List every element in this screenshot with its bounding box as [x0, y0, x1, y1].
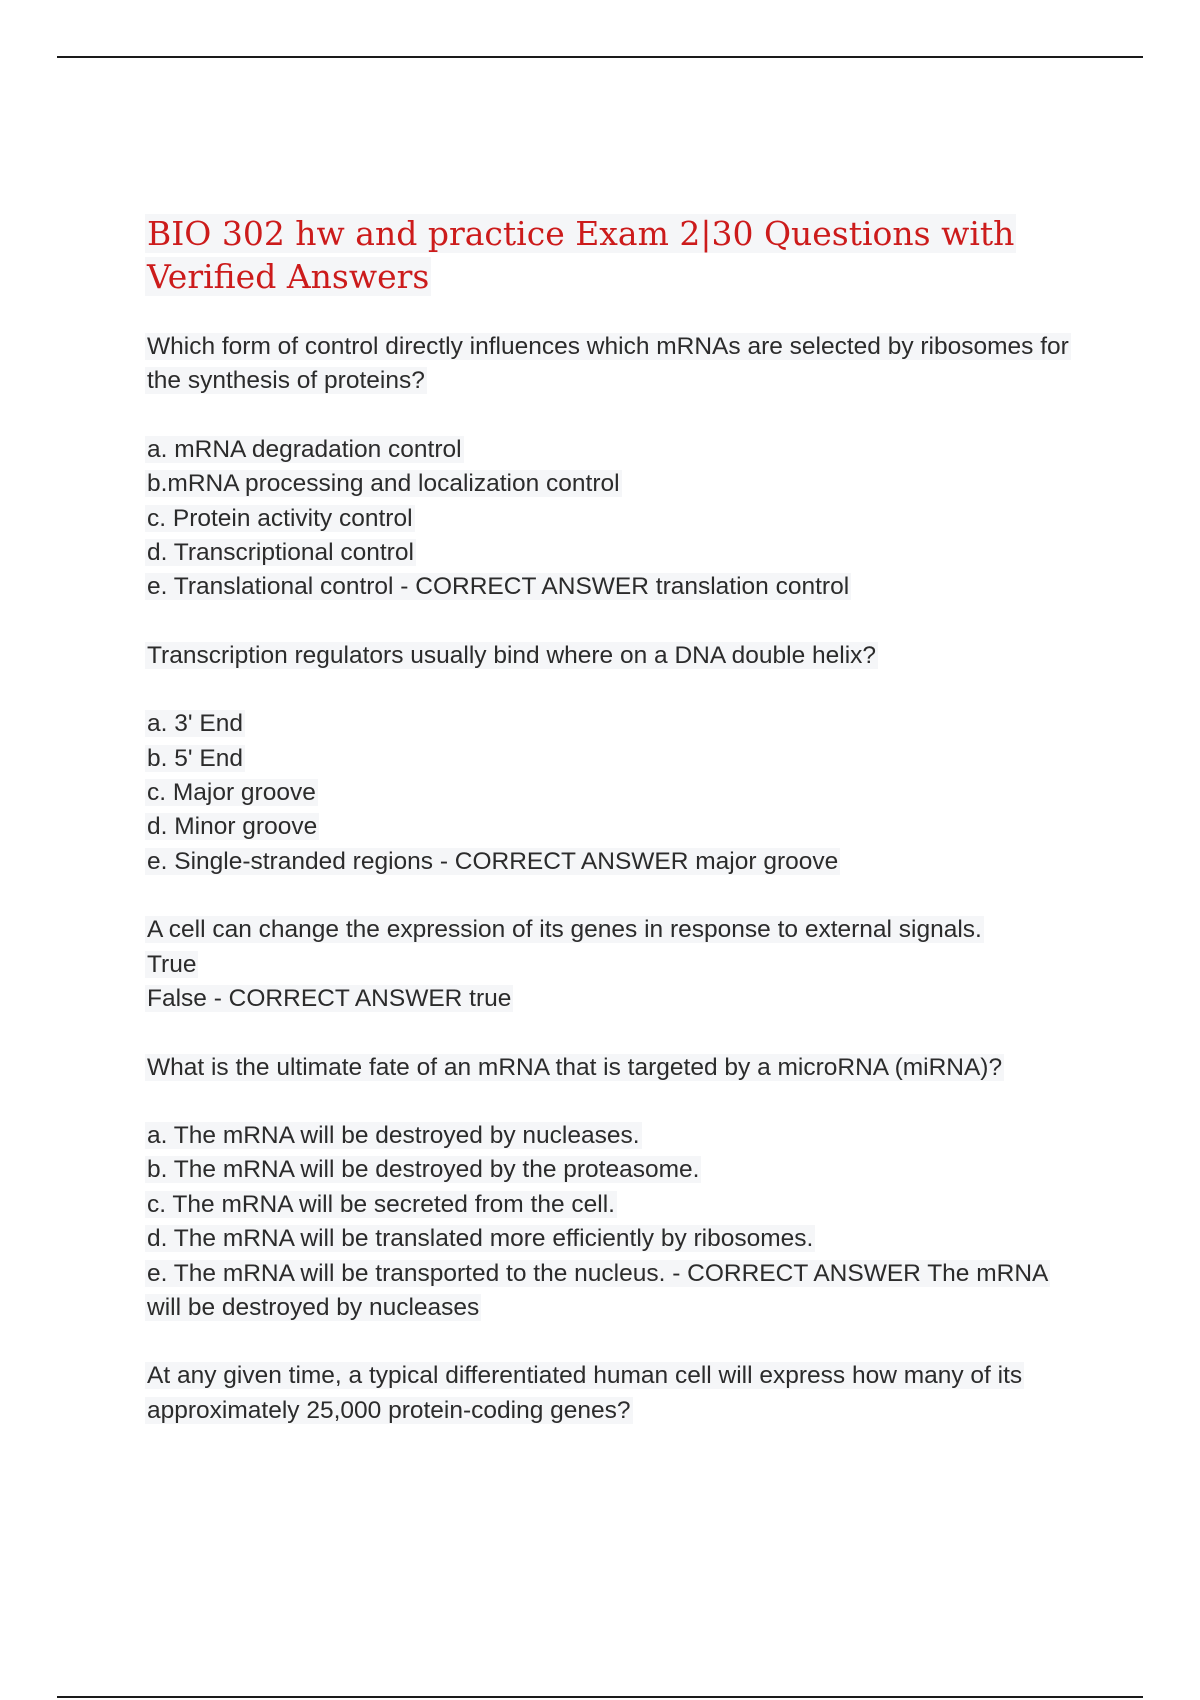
header-rule	[57, 56, 1143, 58]
option-a: a. mRNA degradation control	[147, 435, 462, 463]
answer-options-4	[145, 1119, 1085, 1325]
question-text: What is the ultimate fate of an mRNA that is targeted by a microRNA (miRNA)?	[147, 1053, 1003, 1081]
footer-rule	[57, 1696, 1143, 1698]
document-body	[145, 212, 1085, 1462]
option-false-correct-answer: False - CORRECT ANSWER true	[147, 985, 512, 1013]
question-2	[145, 639, 1085, 673]
question-5	[145, 1359, 1085, 1428]
question-1	[145, 330, 1085, 399]
answer-options-1	[145, 433, 1085, 605]
option-b: b. 5' End	[147, 744, 243, 772]
option-d: d. The mRNA will be translated more efficiently by ribosomes.	[147, 1225, 814, 1253]
question-text: A cell can change the expression of its genes in response to external signals.	[147, 916, 982, 944]
question-text: Which form of control directly influences which mRNAs are selected by ribosomes for the synthesis of proteins?	[147, 333, 1069, 395]
option-b: b. The mRNA will be destroyed by the proteasome.	[147, 1156, 700, 1184]
answer-options-2	[145, 707, 1085, 879]
option-e-correct-answer: e. Translational control - CORRECT ANSWER translation control	[147, 573, 850, 601]
option-c: c. The mRNA will be secreted from the cell.	[147, 1190, 615, 1218]
option-c: c. Major groove	[147, 779, 316, 807]
page-title: BIO 302 hw and practice Exam 2|30 Questions with Verified Answers	[147, 214, 1015, 296]
option-a: a. 3' End	[147, 710, 243, 738]
question-4	[145, 1051, 1085, 1085]
option-d: d. Transcriptional control	[147, 539, 414, 567]
option-a: a. The mRNA will be destroyed by nucleases.	[147, 1121, 640, 1149]
option-c: c. Protein activity control	[147, 504, 413, 532]
option-d: d. Minor groove	[147, 813, 318, 841]
option-e-correct-answer: e. The mRNA will be transported to the nucleus. - CORRECT ANSWER The mRNA will be destroyed by nucleases	[147, 1259, 1049, 1321]
question-text: At any given time, a typical differentiated human cell will express how many of its approximately 25,000 protein-coding genes?	[147, 1362, 1023, 1424]
option-e-correct-answer: e. Single-stranded regions - CORRECT ANSWER major groove	[147, 847, 839, 875]
option-b: b.mRNA processing and localization control	[147, 470, 620, 498]
question-3	[145, 913, 1085, 1016]
question-text: Transcription regulators usually bind where on a DNA double helix?	[147, 641, 877, 669]
option-true: True	[147, 950, 197, 978]
